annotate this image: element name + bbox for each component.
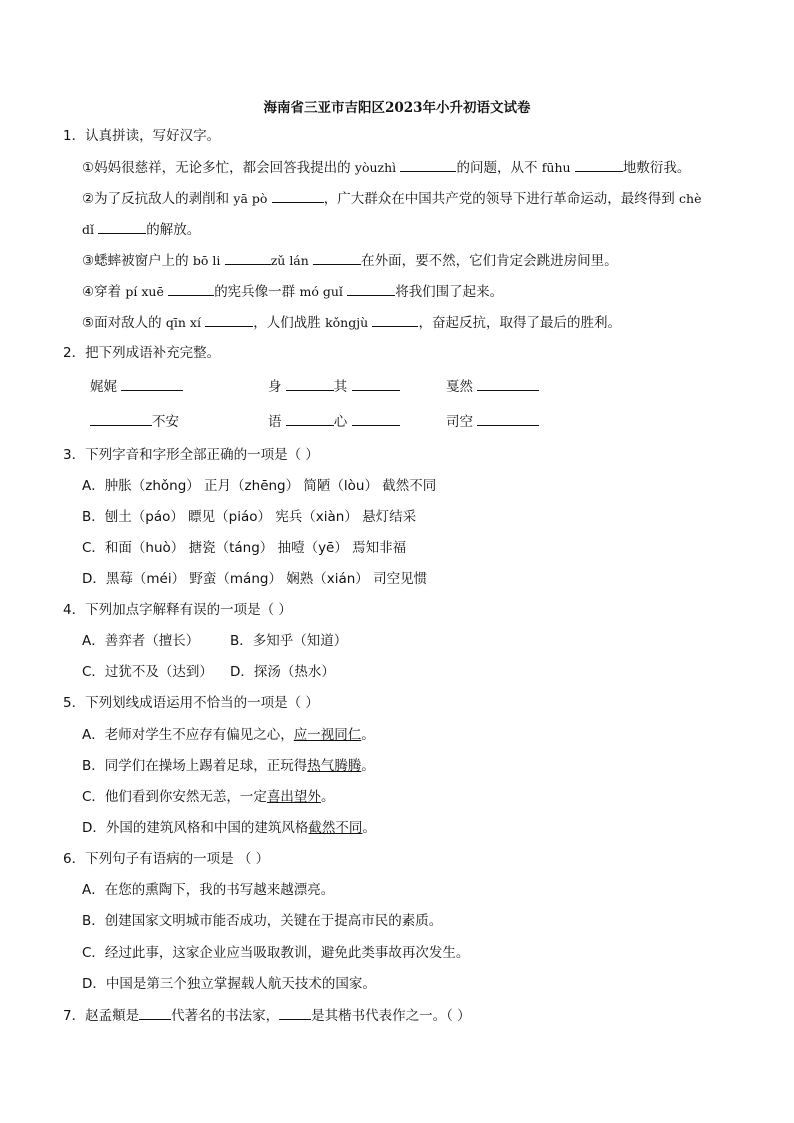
answer-blank[interactable] — [90, 412, 152, 426]
answer-blank[interactable] — [225, 251, 271, 265]
answer-blank[interactable] — [313, 251, 361, 265]
idiom-5: 语 心 — [268, 412, 400, 431]
question-4-stem: 4．下列加点字解释有误的一项是（ ） — [63, 602, 292, 618]
question-1-item-2: ②为了反抗敌人的剥削和 yā pò ，广大群众在中国共产党的领导下进行革命运动，最终得到 chè — [82, 191, 702, 207]
idiom-3: 戛然 — [446, 377, 539, 396]
question-1-item-4: ④穿着 pí xuē 的宪兵像一群 mó guǐ 将我们围了起来。 — [82, 284, 504, 300]
question-1-item-5: ⑤面对敌人的 qīn xí ，人们战胜 kǒngjù ，奋起反抗，取得了最后的胜利。 — [82, 315, 621, 331]
idiom-1: 娓娓 — [90, 377, 183, 396]
question-6-option-b: B．创建国家文明城市能否成功，关键在于提高市民的素质。 — [82, 913, 443, 929]
answer-blank[interactable] — [98, 220, 146, 234]
question-1-stem: 1．认真拼读，写好汉字。 — [63, 128, 221, 144]
idiom-6: 司空 — [446, 412, 539, 431]
answer-blank[interactable] — [286, 412, 334, 426]
answer-blank[interactable] — [575, 158, 623, 172]
question-4-option-b: B．多知乎（知道） — [230, 633, 348, 649]
question-4-option-d: D．探汤（热水） — [230, 664, 335, 680]
idiom-4: 不安 — [90, 412, 179, 431]
answer-blank[interactable] — [121, 377, 183, 391]
question-4-option-c: C．过犹不及（达到） — [82, 664, 213, 680]
answer-blank[interactable] — [352, 412, 400, 426]
question-3-option-d: D．黑莓（méi） 野蛮（máng） 娴熟（xián） 司空见惯 — [82, 571, 428, 587]
exam-title: 海南省三亚市吉阳区2023年小升初语文试卷 — [263, 100, 531, 116]
answer-blank[interactable] — [272, 189, 324, 203]
answer-blank[interactable] — [477, 412, 539, 426]
question-5-stem: 5．下列划线成语运用不恰当的一项是（ ） — [63, 695, 319, 711]
answer-blank[interactable] — [139, 1006, 171, 1020]
answer-blank[interactable] — [352, 377, 400, 391]
question-5-option-d: D．外国的建筑风格和中国的建筑风格截然不同。 — [82, 820, 376, 836]
question-6-option-a: A．在您的熏陶下，我的书写越来越漂亮。 — [82, 882, 335, 898]
answer-blank[interactable] — [279, 1006, 311, 1020]
question-1-item-3: ③蟋蟀被窗户上的 bō li zǔ lán 在外面，要不然，它们肯定会跳进房间里。 — [82, 253, 618, 269]
answer-blank[interactable] — [286, 377, 334, 391]
question-7-stem: 7．赵孟頫是 代著名的书法家， 是其楷书代表作之一。（ ） — [63, 1008, 471, 1024]
answer-blank[interactable] — [168, 282, 214, 296]
question-3-option-c: C．和面（huò） 搪瓷（táng） 抽噎（yē） 焉知非福 — [82, 540, 407, 556]
question-2-stem: 2．把下列成语补充完整。 — [63, 345, 221, 361]
question-1-item-1: ①妈妈很慈祥，无论多忙，都会回答我提出的 yòuzhì 的问题，从不 fūhu 地敷衍我。 — [82, 160, 691, 176]
question-6-option-d: D．中国是第三个独立掌握载人航天技术的国家。 — [82, 976, 376, 992]
answer-blank[interactable] — [400, 158, 456, 172]
question-3-stem: 3．下列字音和字形全部正确的一项是（ ） — [63, 447, 319, 463]
question-5-option-b: B．同学们在操场上踢着足球，正玩得热气腾腾。 — [82, 758, 375, 774]
question-4-option-a: A．善弈者（擅长） — [82, 633, 200, 649]
idiom-2: 身 其 — [268, 377, 400, 396]
answer-blank[interactable] — [205, 313, 253, 327]
question-5-option-c: C．他们看到你安然无恙，一定喜出望外。 — [82, 789, 335, 805]
question-3-option-b: B．刨土（páo） 瞟见（piáo） 宪兵（xiàn） 悬灯结采 — [82, 509, 417, 525]
question-6-stem: 6．下列句子有语病的一项是 （ ） — [63, 851, 270, 867]
answer-blank[interactable] — [477, 377, 539, 391]
question-5-option-a: A．老师对学生不应存有偏见之心，应一视同仁。 — [82, 727, 375, 743]
answer-blank[interactable] — [372, 313, 418, 327]
question-6-option-c: C．经过此事，这家企业应当吸取教训，避免此类事故再次发生。 — [82, 945, 470, 961]
question-1-item-2-cont: dǐ 的解放。 — [82, 222, 201, 238]
question-3-option-a: A．肿胀（zhǒng） 正月（zhēng） 简陋（lòu） 截然不同 — [82, 478, 437, 494]
answer-blank[interactable] — [347, 282, 395, 296]
